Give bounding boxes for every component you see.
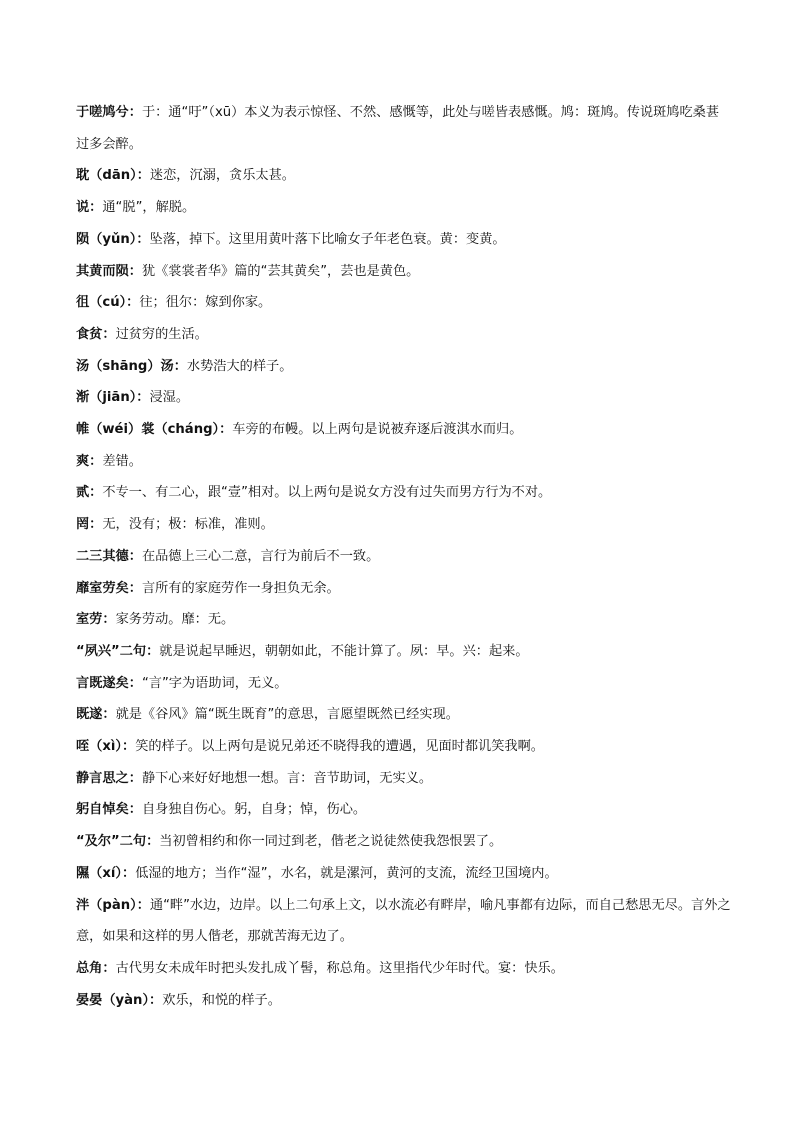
- note-term: 耽（dān）：: [76, 168, 150, 184]
- note-entry: [76, 573, 726, 605]
- note-entry: [76, 256, 726, 288]
- note-term: 靡室劳矣：: [76, 580, 142, 596]
- note-text: 就是说起早睡迟，朝朝如此，不能计算了。夙：早。兴：起来。: [159, 643, 529, 659]
- note-term: 陨（yǔn）：: [76, 231, 150, 247]
- note-term: 贰：: [76, 485, 103, 501]
- note-text: 于：通“吁”（xū）本义为表示惊怪、不然、感慨等，此处与嗟皆表感慨。鸠：斑鸠。传说斑鸠吃桑葚过多会醉。: [76, 105, 720, 152]
- note-term: 隰（xí）：: [76, 865, 136, 881]
- note-text: 静下心来好好地想一想。言：音节助词，无实义。: [141, 770, 433, 786]
- note-term: 言既遂矣：: [76, 675, 142, 691]
- note-entry: [76, 477, 726, 509]
- note-text: 当初曾相约和你一同过到老，偕老之说徒然使我怨恨罢了。: [159, 834, 503, 850]
- note-text: 过贫穷的生活。: [115, 326, 208, 342]
- note-term: 帷（wéi）裳（cháng）：: [76, 422, 233, 438]
- note-entry: [76, 414, 726, 446]
- note-entry: [76, 224, 726, 256]
- note-text: 笑的样子。以上两句是说兄弟还不晓得我的遭遇，见面时都讥笑我啊。: [135, 739, 544, 755]
- note-text: 欢乐，和悦的样子。: [162, 992, 281, 1008]
- note-term: 渐（jiān）：: [76, 390, 150, 406]
- note-term: 室劳：: [76, 612, 116, 628]
- note-text: 不专一、有二心，跟“壹”相对。以上两句是说女方没有过失而男方行为不对。: [102, 485, 552, 501]
- note-entry: [76, 699, 726, 731]
- note-text: 通“脱”，解脱。: [102, 200, 196, 216]
- note-term: 总角：: [76, 960, 116, 976]
- note-entry: [76, 826, 726, 858]
- note-text: 坠落，掉下。这里用黄叶落下比喻女子年老色衰。黄：变黄。: [149, 231, 506, 247]
- note-term: 徂（cú）：: [76, 295, 140, 311]
- note-text: 犹《裳裳者华》篇的“芸其黄矣”，芸也是黄色。: [141, 263, 420, 279]
- note-term: 二三其德：: [76, 548, 142, 564]
- note-text: 往；徂尔：嫁到你家。: [139, 295, 272, 311]
- note-entry: [76, 890, 731, 953]
- note-term: 泮（pàn）：: [76, 897, 150, 913]
- note-term: 晏晏（yàn）：: [76, 992, 163, 1008]
- note-term: 既遂：: [76, 707, 116, 723]
- note-term: 静言思之：: [76, 770, 142, 786]
- note-text: 低湿的地方；当作“湿”，水名，就是漯河，黄河的支流，流经卫国境内。: [135, 865, 558, 881]
- note-entry: [76, 731, 726, 763]
- note-text: 家务劳动。靡：无。: [115, 612, 235, 628]
- note-text: 通“畔”水边，边岸。以上二句承上文，以水流必有畔岸，喻凡事都有边际，而自己愁思无尽。言外之意，如果和这样的男人偕老，那就苦海无边了。: [76, 897, 731, 945]
- note-entry: [76, 509, 726, 541]
- note-entry: [76, 287, 726, 319]
- note-term: 咥（xì）：: [76, 739, 136, 755]
- note-entry: [76, 763, 726, 795]
- note-entry: [76, 636, 726, 668]
- note-text: 水势浩大的样子。: [186, 358, 293, 374]
- note-term: 食贫：: [76, 326, 116, 342]
- note-text: 在品德上三心二意，言行为前后不一致。: [141, 548, 380, 564]
- note-term: “及尔”二句：: [76, 834, 160, 850]
- note-text: 浸湿。: [149, 390, 190, 406]
- note-term: 汤（shāng）汤：: [76, 358, 187, 374]
- note-term: “夙兴”二句：: [76, 643, 160, 659]
- note-entry: [76, 985, 726, 1017]
- note-term: 说：: [76, 200, 103, 216]
- note-text: 迷恋，沉溺，贪乐太甚。: [149, 168, 295, 184]
- note-entry: [76, 192, 726, 224]
- note-term: 其黄而陨：: [76, 263, 142, 279]
- note-term: 罔：: [76, 517, 103, 533]
- note-entry: [76, 160, 726, 192]
- note-text: 车旁的布幔。以上两句是说被弃逐后渡淇水而归。: [232, 422, 523, 438]
- note-text: 古代男女未成年时把头发扎成丫髻，称总角。这里指代少年时代。宴：快乐。: [115, 960, 564, 976]
- note-entry: [76, 97, 731, 160]
- note-entry: [76, 319, 726, 351]
- note-term: 爽：: [76, 453, 103, 469]
- note-term: 躬自悼矣：: [76, 802, 142, 818]
- note-text: 无，没有；极：标准，准则。: [102, 517, 274, 533]
- note-text: 自身独自伤心。躬，自身；悼，伤心。: [141, 802, 367, 818]
- note-entry: [76, 858, 726, 890]
- note-text: 就是《谷风》篇“既生既育”的意思，言愿望既然已经实现。: [115, 707, 459, 723]
- note-entry: [76, 446, 726, 478]
- note-entry: [76, 382, 726, 414]
- note-text: 言所有的家庭劳作一身担负无余。: [141, 580, 340, 596]
- note-entry: [76, 794, 726, 826]
- note-entry: [76, 953, 726, 985]
- note-text: “言”字为语助词，无义。: [141, 675, 288, 691]
- note-entry: [76, 541, 726, 573]
- annotation-list: [76, 97, 731, 1016]
- note-entry: [76, 668, 726, 700]
- note-entry: [76, 351, 726, 383]
- note-entry: [76, 604, 726, 636]
- note-text: 差错。: [102, 453, 142, 469]
- note-term: 于嗟鸠兮：: [76, 105, 142, 120]
